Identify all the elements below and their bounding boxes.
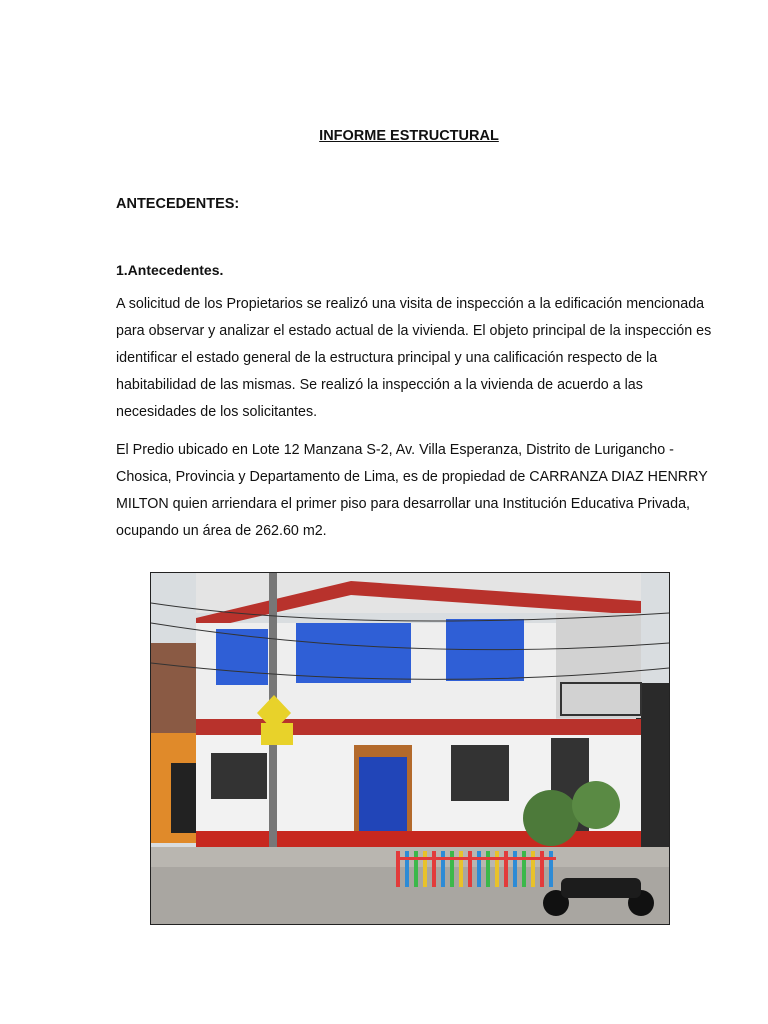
- ground-window-left: [211, 753, 267, 799]
- window-2: [296, 623, 411, 683]
- tree: [523, 790, 579, 846]
- paragraph-1: A solicitud de los Propietarios se realizó una visita de inspección a la edificación mencionada para observar y analizar el estado actual de la vivienda. El objeto principal de la inspección es identificar el estado general de la estructura principal y una calificación respecto de la habitabilidad de las mismas. Se realizó la inspección a la vivienda de acuerdo a las necesidades de los solicitantes.: [116, 296, 712, 420]
- balcony-wall: [556, 613, 641, 718]
- section-heading: ANTECEDENTES:: [116, 196, 240, 212]
- building-photo: [150, 572, 670, 925]
- document-title: INFORME ESTRUCTURAL: [319, 128, 499, 144]
- building-illustration: [151, 573, 669, 924]
- paragraph-2: El Predio ubicado en Lote 12 Manzana S-2, Av. Villa Esperanza, Distrito de Lurigancho - Chosica, Provincia y Departamento de Lima, es de propiedad de CARRANZA DIAZ HENRRY MILTON quien arriendara el primer piso para desarrollar una Institución Educativa Privada, ocupando un área de 262.60 m2.: [116, 442, 708, 539]
- orange-house-door: [171, 763, 199, 833]
- ground-window-right: [451, 745, 509, 801]
- school-sign: [261, 723, 293, 745]
- subsection-heading: 1.Antecedentes.: [116, 262, 224, 278]
